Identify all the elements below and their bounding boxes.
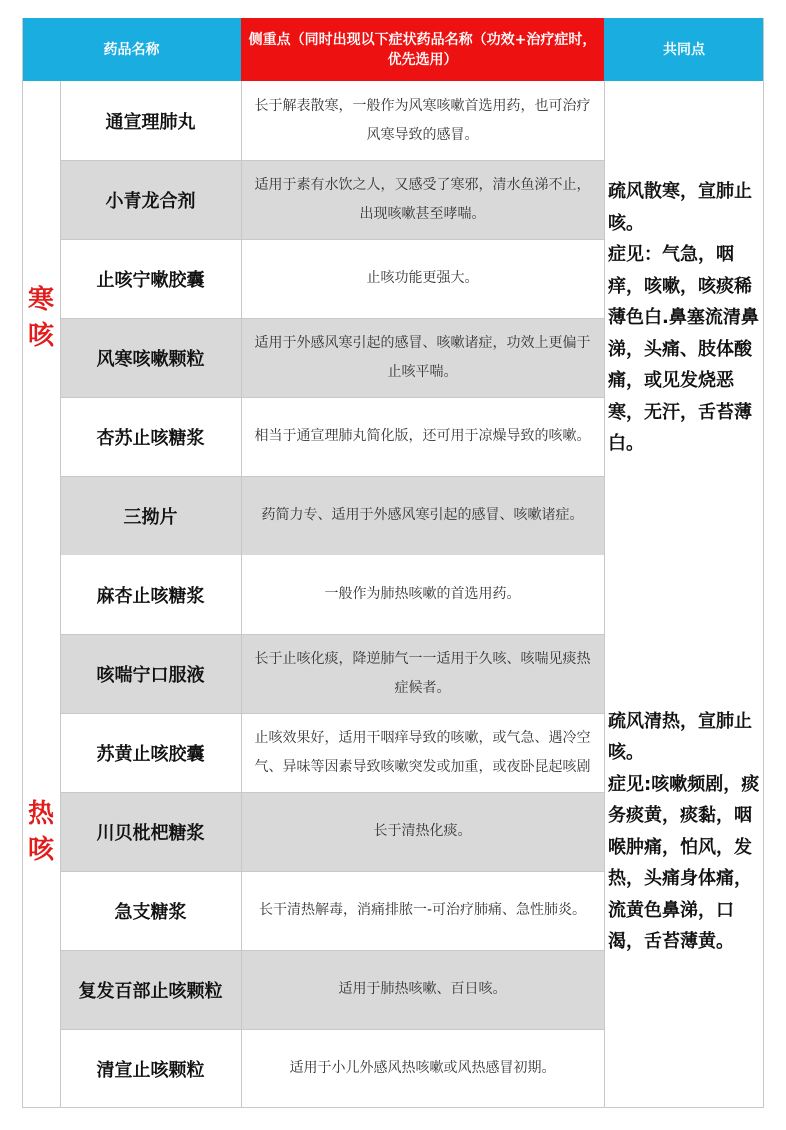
focus-description-cell — [241, 792, 604, 871]
medicine-name: 急支糖浆 — [114, 901, 187, 923]
focus-description: 适用于素有水饮之人，又感受了寒邪，清水鱼涕不止，出现咳嗽甚至哮喘。 — [254, 176, 591, 222]
row-divider — [60, 476, 604, 477]
common-points-text: 疏风清热，宣肺止咳。 症见:咳嗽频剧，痰务痰黄，痰黏，咽喉肿痛，怕风，发热，头痛身体痛，流黄色鼻涕，口渴，舌苔薄黄。 — [608, 710, 760, 952]
medicine-name: 杏苏止咳糖浆 — [96, 427, 205, 449]
row-divider — [60, 634, 604, 635]
common-points-cell — [604, 81, 764, 555]
medicine-name-cell — [60, 318, 241, 397]
header-focus-label: 侧重点（同时出现以下症状药品名称（功效+治疗症时，优先选用） — [248, 31, 597, 68]
medicine-comparison-table — [22, 18, 764, 1110]
medicine-name-cell — [60, 555, 241, 634]
common-points-cell — [604, 555, 764, 1108]
medicine-name-cell — [60, 476, 241, 555]
focus-description: 长于止咳化痰，降逆肺气一一适用于久咳、咳喘见痰热症候者。 — [254, 650, 591, 696]
focus-description: 相当于通宣理肺丸简化版，还可用于凉燥导致的咳嗽。 — [254, 428, 591, 444]
grid-line — [763, 18, 764, 1108]
medicine-name: 清宣止咳颗粒 — [96, 1059, 205, 1081]
focus-description-cell — [241, 239, 604, 318]
header-name-label: 药品名称 — [103, 41, 160, 58]
focus-description-cell — [241, 871, 604, 950]
row-divider — [60, 160, 604, 161]
focus-description-cell — [241, 397, 604, 476]
row-divider — [60, 318, 604, 319]
row-divider — [60, 950, 604, 951]
focus-description-cell — [241, 476, 604, 555]
medicine-name-cell — [60, 713, 241, 792]
category-label — [23, 796, 59, 868]
medicine-name-cell — [60, 871, 241, 950]
medicine-name-cell — [60, 160, 241, 239]
focus-description-cell — [241, 160, 604, 239]
grid-line — [22, 18, 23, 1108]
header-focus-column — [241, 18, 604, 81]
medicine-name-cell — [60, 950, 241, 1029]
medicine-name-cell — [60, 239, 241, 318]
category-char: 咳 — [27, 834, 54, 865]
category-label — [23, 282, 59, 354]
focus-description: 止咳功能更强大。 — [366, 270, 479, 286]
focus-description-cell — [241, 634, 604, 713]
medicine-name: 川贝枇杷糖浆 — [96, 822, 205, 844]
category-cell — [22, 555, 60, 1108]
focus-description-cell — [241, 950, 604, 1029]
row-divider — [60, 397, 604, 398]
header-common-label: 共同点 — [663, 41, 705, 58]
medicine-name-cell — [60, 792, 241, 871]
header-common-column — [604, 18, 764, 81]
focus-description: 长于清热化痰。 — [373, 823, 472, 839]
medicine-name: 苏黄止咳胶囊 — [96, 743, 205, 765]
focus-description-cell — [241, 81, 604, 160]
medicine-name: 风寒咳嗽颗粒 — [96, 348, 205, 370]
medicine-name-cell — [60, 1029, 241, 1108]
focus-description: 适用于肺热咳嗽、百日咳。 — [338, 981, 507, 997]
row-divider — [60, 871, 604, 872]
grid-line — [22, 1107, 764, 1108]
row-divider — [60, 792, 604, 793]
focus-description-cell — [241, 318, 604, 397]
medicine-name: 止咳宁嗽胶囊 — [96, 269, 205, 291]
row-divider — [60, 713, 604, 714]
focus-description: 适用于外感风寒引起的感冒、咳嗽诸症，功效上更偏于止咳平喘。 — [254, 334, 591, 380]
header-name-column — [22, 18, 241, 81]
medicine-name: 通宣理肺丸 — [105, 111, 196, 133]
focus-description: 适用于小儿外感风热咳嗽或风热感冒初期。 — [289, 1060, 556, 1076]
focus-description-cell — [241, 555, 604, 634]
category-cell — [22, 81, 60, 555]
medicine-name: 小青龙合剂 — [105, 190, 196, 212]
row-divider — [60, 239, 604, 240]
category-char: 寒 — [27, 285, 54, 315]
medicine-name: 麻杏止咳糖浆 — [96, 585, 205, 607]
grid-line — [241, 81, 242, 1108]
grid-line — [60, 81, 61, 1108]
focus-description: 长干清热解毒，消痛排脓一-可治疗肺痛、急性肺炎。 — [258, 902, 587, 918]
medicine-name: 复发百部止咳颗粒 — [78, 980, 223, 1002]
focus-description-cell — [241, 713, 604, 792]
focus-description: 长于解表散寒，一般作为风寒咳嗽首选用药，也可治疗风寒导致的感冒。 — [254, 97, 591, 143]
medicine-name: 咳喘宁口服液 — [96, 664, 205, 686]
focus-description-cell — [241, 1029, 604, 1108]
category-char: 咳 — [27, 321, 54, 351]
medicine-name-cell — [60, 81, 241, 160]
grid-line — [604, 81, 605, 1108]
medicine-name-cell — [60, 634, 241, 713]
row-divider — [60, 1029, 604, 1030]
focus-description: 止咳效果好，适用干咽痒导致的咳嗽，或气急、遇冷空气、异味等因素导致咳嗽突发或加重，或夜卧昆起咳剧 — [254, 729, 591, 775]
common-points-text: 疏风散寒，宣肺止咳。 症见：气急，咽痒，咳嗽，咳痰稀薄色白.鼻塞流清鼻涕，头痛、肢体酸痛，或见发烧恶寒，无汗，舌苔薄白。 — [608, 181, 759, 455]
focus-description: 一般作为肺热咳嗽的首选用药。 — [324, 586, 521, 602]
medicine-name-cell — [60, 397, 241, 476]
focus-description: 药简力专、适用于外感风寒引起的感冒、咳嗽诸症。 — [261, 507, 584, 523]
category-char: 热 — [27, 798, 54, 829]
medicine-name: 三拗片 — [123, 506, 178, 528]
